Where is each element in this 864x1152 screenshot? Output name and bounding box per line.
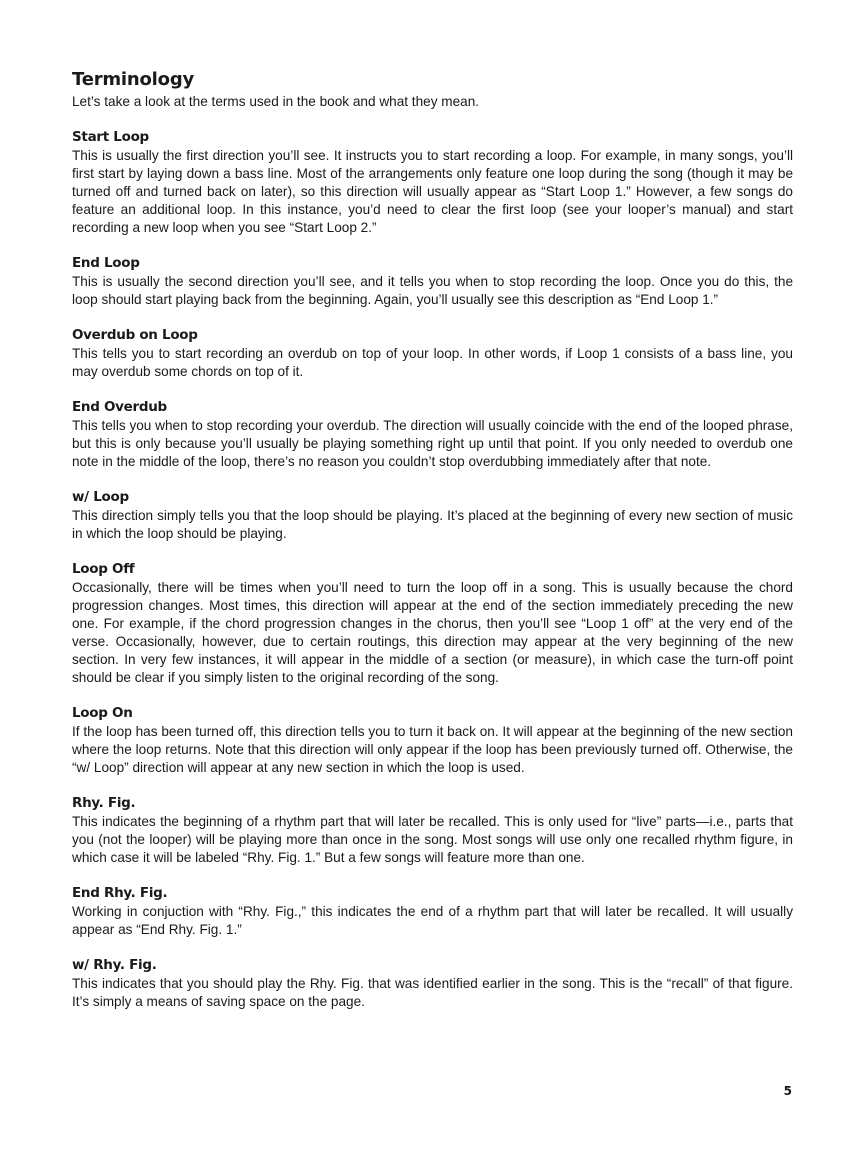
term-end-overdub [72,398,793,471]
term-with-loop [72,488,793,543]
term-heading: End Overdub [72,399,167,415]
term-description: Occasionally, there will be times when you’ll need to turn the loop off in a song. This is usually because the chord progression changes. Most times, this direction will appear at the end of the section immediately preceding the new one. For example, if the chord progression changes in the chorus, then you’ll see “Loop 1 off” at the very end of the verse. Occasionally, however, due to certain routings, this direction may appear at the very beginning of the new section. In very few instances, it will appear in the middle of a section (or measure), in which case the turn-off point should be clear if you simply listen to the original recording of the song. [72,580,793,685]
page-title: Terminology [72,69,195,90]
term-description: This direction simply tells you that the loop should be playing. It’s placed at the beginning of every new section of music in which the loop should be playing. [72,508,793,541]
term-description: This indicates that you should play the Rhy. Fig. that was identified earlier in the song. This is the “recall” of that figure. It’s simply a means of saving space on the page. [72,976,793,1009]
term-description: This tells you when to stop recording your overdub. The direction will usually coincide with the end of the looped phrase, but this is only because you’ll usually be playing something right up until that point. If you only needed to overdub one note in the middle of the loop, there’s no reason you couldn’t stop overdubbing immediately after that note. [72,418,793,469]
term-heading: w/ Loop [72,489,129,505]
term-start-loop [72,128,793,237]
term-heading: Overdub on Loop [72,327,198,343]
term-heading: w/ Rhy. Fig. [72,957,157,973]
term-description: This indicates the beginning of a rhythm part that will later be recalled. This is only used for “live” parts—i.e., parts that you (not the looper) will be playing more than once in the song. Most songs will use only one recalled rhythm figure, in which case it will be labeled “Rhy. Fig. 1.” But a few songs will feature more than one. [72,814,793,865]
term-loop-on [72,704,793,777]
term-description: This is usually the first direction you’ll see. It instructs you to start recording a loop. For example, in many songs, you’ll first start by laying down a bass line. Most of the arrangements only feature one loop during the song (though it may be turned off and turned back on later), so this direction will usually appear as “Start Loop 1.” However, a few songs do feature an additional loop. In this instance, you’d need to clear the first loop (see your looper’s manual) and start recording a new loop when you see “Start Loop 2.” [72,148,793,235]
term-heading: Rhy. Fig. [72,795,136,811]
term-description: This is usually the second direction you’ll see, and it tells you when to stop recording the loop. Once you do this, the loop should start playing back from the beginning. Again, you’ll usually see this description as “End Loop 1.” [72,274,793,307]
term-heading: End Rhy. Fig. [72,885,168,901]
term-overdub-on-loop [72,326,793,381]
term-end-rhy-fig [72,884,793,939]
term-end-loop [72,254,793,309]
term-with-rhy-fig [72,956,793,1011]
term-loop-off [72,560,793,687]
term-heading: Start Loop [72,129,149,145]
term-heading: Loop On [72,705,133,721]
term-heading: End Loop [72,255,140,271]
term-description: This tells you to start recording an overdub on top of your loop. In other words, if Loop 1 consists of a bass line, you may overdub some chords on top of it. [72,346,793,379]
page-content [72,68,793,1028]
term-description: If the loop has been turned off, this direction tells you to turn it back on. It will appear at the beginning of the new section where the loop returns. Note that this direction will only appear if the loop has been previously turned off. Otherwise, the “w/ Loop” direction will appear at any new section in which the loop is used. [72,724,793,775]
term-description: Working in conjuction with “Rhy. Fig.,” this indicates the end of a rhythm part that will later be recalled. It will usually appear as “End Rhy. Fig. 1.” [72,904,793,937]
term-rhy-fig [72,794,793,867]
page-number: 5 [783,1084,792,1098]
intro-paragraph: Let’s take a look at the terms used in the book and what they mean. [72,94,480,109]
term-heading: Loop Off [72,561,135,577]
